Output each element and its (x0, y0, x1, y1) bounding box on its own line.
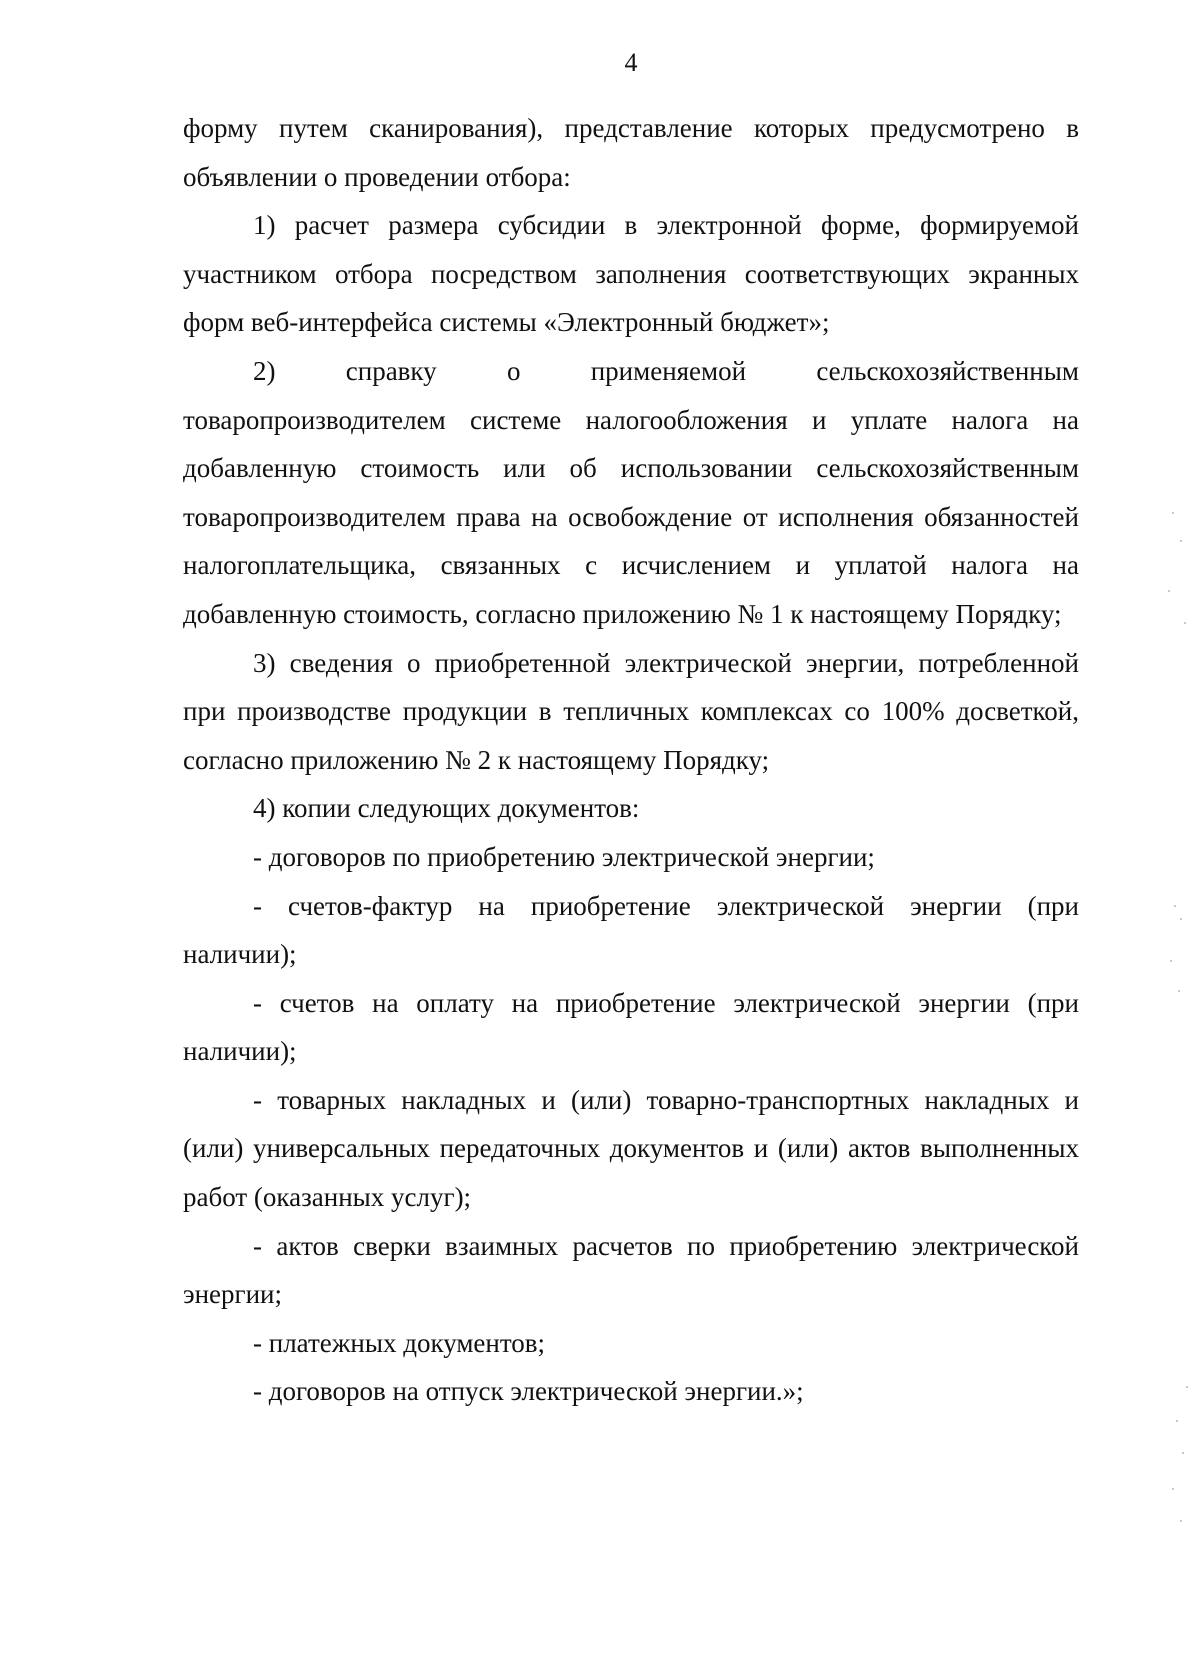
list-item-payment-documents: - платежных документов; (253, 1327, 546, 1358)
paragraph-item-2: 2) справку о применяемой сельскохозяйственным товаропроизводителем системе налогообложения и уплате налога на добавленную стоимость или об использовании сельскохозяйственным товаропроизводителем права на освобождение от исполнения обязанностей налогоплательщика, связанных с исчислением и уплатой налога на добавленную стоимость, согласно приложению № 1 к настоящему Порядку; (183, 355, 1079, 629)
list-item-reconciliation-acts: - актов сверки взаимных расчетов по приобретению электрической энергии; (183, 1230, 1079, 1310)
paragraph-item-3: 3) сведения о приобретенной электрической энергии, потребленной при производстве продукции в тепличных комплексах со 100% досветкой, согласно приложению № 2 к настоящему Порядку; (183, 647, 1079, 775)
scan-edge-noise (1160, 0, 1200, 1656)
list-item-invoices: - счетов-фактур на приобретение электрической энергии (при наличии); (183, 890, 1079, 970)
page-number: 4 (624, 48, 638, 77)
paragraph-item-1: 1) расчет размера субсидии в электронной форме, формируемой участником отбора посредством заполнения соответствующих экранных форм веб-интерфейса системы «Электронный бюджет»; (183, 210, 1079, 338)
list-item-waybills: - товарных накладных и (или) товарно-транспортных накладных и (или) универсальных передаточных документов и (или) актов выполненных работ (оказанных услуг); (183, 1084, 1079, 1213)
paragraph-intro: форму путем сканирования), представление которых предусмотрено в объявлении о проведении отбора: (183, 113, 1079, 192)
document-body (183, 104, 1079, 1416)
list-item-supply-contracts: - договоров на отпуск электрической энергии.»; (253, 1376, 804, 1407)
list-item-payment-bills: - счетов на оплату на приобретение электрической энергии (при наличии); (183, 987, 1079, 1067)
list-item-contracts: - договоров по приобретению электрической энергии; (253, 841, 875, 872)
paragraph-item-4: 4) копии следующих документов: (253, 793, 640, 824)
